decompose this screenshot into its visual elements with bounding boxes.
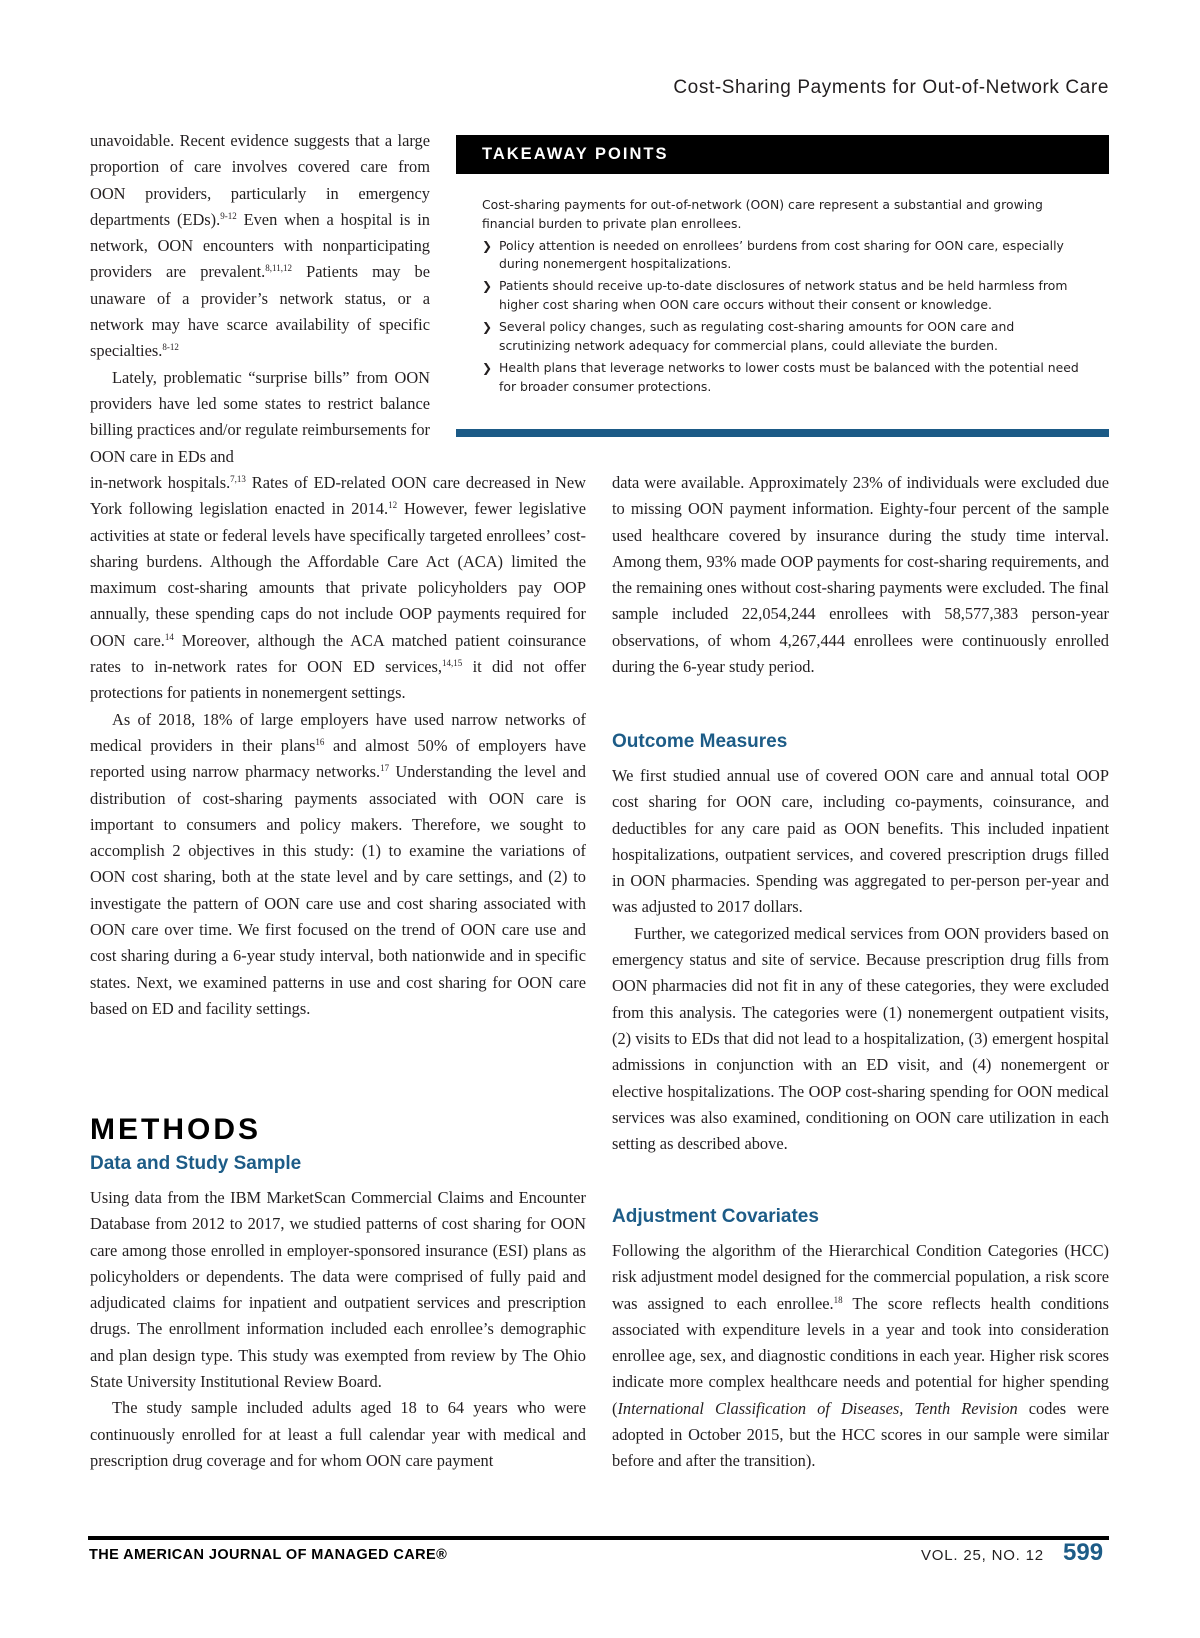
paragraph: We first studied annual use of covered OON care and annual total OOP cost sharing for OON care, including co-payments, coinsurance, and deductibles for any care paid as OON benefits. This included inpatient hospitalizations, outpatient services, and covered prescription drugs filled in OON pharmacies. Spending was aggregated to per-person per-year and was adjusted to 2017 dollars. — [612, 766, 1109, 917]
takeaway-list — [482, 237, 1087, 397]
outcome-text — [612, 763, 1109, 1157]
data-study-sample-heading: Data and Study Sample — [90, 1153, 302, 1174]
paragraph: Following the algorithm of the Hierarchical Condition Categories (HCC) risk adjustment model designed for the commercial population, a risk score was assigned to each enrollee.$^{18}$ The score reflects health conditions associated with expenditure levels in a year and took into consideration enrollee age, sex, and diagnostic conditions in each year. Higher risk scores indicate more complex healthcare needs and potential for higher spending (International Classification of Diseases, Tenth Revision codes were adopted in October 2015, but the HCC scores in our sample were similar before and after the transition). — [612, 1241, 1109, 1471]
outcome-measures-heading: Outcome Measures — [612, 731, 788, 752]
running-head: Cost-Sharing Payments for Out-of-Network Care — [673, 77, 1109, 98]
takeaway-bullet: ❯ Patients should receive up-to-date disclosures of network status and be held harmless from higher cost sharing when OON care occurs without their consent or knowledge. — [482, 278, 1068, 313]
footer-rule — [88, 1536, 1109, 1540]
methods-text — [90, 1185, 586, 1474]
takeaway-box — [456, 135, 1109, 437]
chevron-right-icon: ❯ — [482, 238, 493, 253]
takeaway-title: TAKEAWAY POINTS — [456, 135, 1109, 174]
adjustment-text — [612, 1238, 1109, 1475]
chevron-right-icon: ❯ — [482, 360, 493, 375]
takeaway-bullet: ❯ Policy attention is needed on enrollees’ burdens from cost sharing for OON care, especially during nonemergent hospitalizations. — [482, 237, 1064, 272]
takeaway-intro: Cost-sharing payments for out-of-network (OON) care represent a substantial and growing financial burden to private plan enrollees. — [482, 197, 1043, 231]
methods-heading: METHODS — [90, 1113, 261, 1146]
paragraph: Further, we categorized medical services from OON providers based on emergency status and site of service. Because prescription drug fills from OON pharmacies did not fit in any of these categories, they were excluded from this analysis. The categories were (1) nonemergent outpatient visits, (2) visits to EDs that did not lead to a hospitalization, (3) emergent hospital admissions in conjunction with an ED visit, and (4) nonemergent or elective hospitalizations. The OOP cost-sharing spending for OON medical services was also examined, conditioning on OON care utilization in each setting as described above. — [612, 923, 1109, 1154]
paragraph: The study sample included adults aged 18 to 64 years who were continuously enrolled for at least a full calendar year with medical and prescription drug coverage and for whom OON care payment — [90, 1398, 586, 1470]
page-number: 599 — [1063, 1539, 1104, 1566]
intro-continued — [90, 128, 430, 470]
paragraph: in-network hospitals.$^{7,13}$ Rates of ED-related OON care decreased in New York following legislation enacted in 2014.12 However, fewer legislative activities at state or federal levels have specifically targeted enrollees’ cost-sharing burdens. Although the Affordable Care Act (ACA) limited the maximum cost-sharing amounts that private policyholders pay OOP annually, these spending caps do not include OOP payments required for OON care.$^{14}$ Moreover, although the ACA matched patient coinsurance rates to in-network rates for OON ED services,$^{14,15}$ it did not offer protections for patients in nonemergent settings. — [90, 473, 587, 703]
journal-name: THE AMERICAN JOURNAL OF MANAGED CARE® — [89, 1547, 448, 1563]
right-column — [612, 470, 1109, 680]
takeaway-bullet: ❯ Several policy changes, such as regulating cost-sharing amounts for OON care and scrutinizing network adequacy for commercial plans, could alleviate the burden. — [482, 319, 1015, 353]
adjustment-covariates-heading: Adjustment Covariates — [612, 1206, 819, 1227]
paragraph: unavoidable. Recent evidence suggests that a large proportion of care involves covered care from OON providers, particularly in emergency departments (EDs).$^{9-12}$ Even when a hospital is in network, OON encounters with nonparticipating providers are prevalent.$^{8,11,12}$ Patients may be unaware of a provider’s network status, or a network may have scarce availability of specific specialties.$^{8-12}$ — [90, 131, 431, 361]
paragraph: Lately, problematic “surprise bills” from OON providers have led some states to restrict balance billing practices and/or regulate reimbursements for OON care in EDs and — [90, 367, 430, 466]
left-column — [90, 470, 586, 1022]
takeaway-bullet: ❯ Health plans that leverage networks to lower costs must be balanced with the potential need for broader consumer protections. — [482, 359, 1079, 394]
volume-issue: VOL. 25, NO. 12 — [921, 1547, 1044, 1564]
paragraph: Using data from the IBM MarketScan Commercial Claims and Encounter Database from 2012 to 2017, we studied patterns of cost sharing for OON care among those enrolled in employer-sponsored insurance (ESI) plans as policyholders or dependents. The data were comprised of fully paid and adjudicated claims for inpatient and outpatient services and prescription drugs. The enrollment information included each enrollee’s demographic and plan design type. This study was exempted from review by The Ohio State University Institutional Review Board. — [90, 1188, 586, 1392]
chevron-right-icon: ❯ — [482, 279, 493, 294]
chevron-right-icon: ❯ — [482, 320, 493, 335]
paragraph: data were available. Approximately 23% of individuals were excluded due to missing OON payment information. Eighty-four percent of the sample used healthcare covered by insurance during the study time interval. Among them, 93% made OOP payments for cost-sharing requirements, and the remaining ones without cost-sharing payments were excluded. The final sample included 22,054,244 enrollees with 58,577,383 person-year observations, of whom 4,267,444 enrollees were continuously enrolled during the 6-year study period. — [612, 473, 1109, 677]
paragraph: As of 2018, 18% of large employers have used narrow networks of medical providers in their plans$^{16}$ and almost 50% of employers have reported using narrow pharmacy networks.$^{17}$ Understanding the level and distribution of cost-sharing payments associated with OON care is important to consumers and policy makers. Therefore, we sought to accomplish 2 objectives in this study: (1) to examine the variations of OON cost sharing, both at the state level and by care settings, and (2) to investigate the pattern of OON care use and cost sharing associated with OON care over time. We first focused on the trend of OON care use and cost sharing during a 6-year study interval, both nationwide and in specific states. Next, we examined patterns in use and cost sharing for OON care based on ED and facility settings. — [90, 709, 586, 1018]
takeaway-bottom-rule — [456, 429, 1109, 437]
